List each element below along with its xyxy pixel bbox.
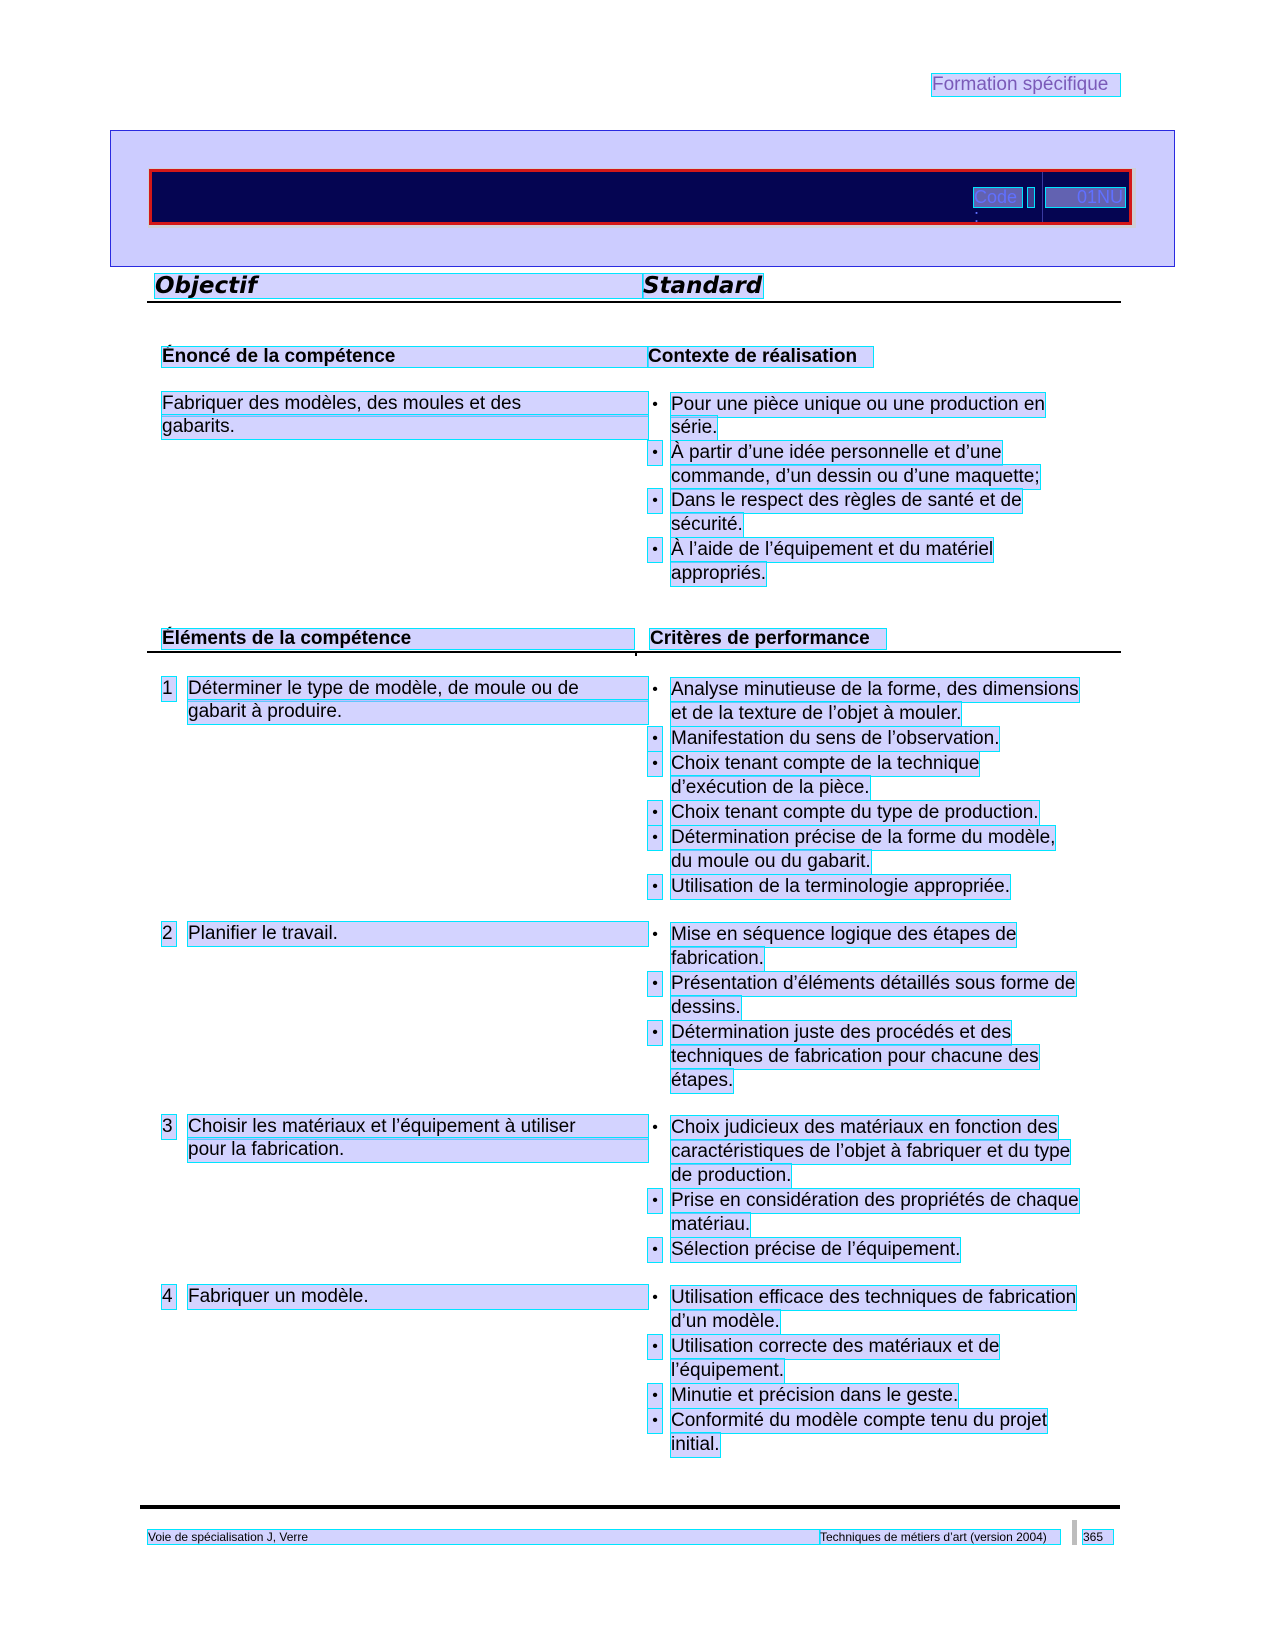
criterion: dessins. bbox=[671, 997, 741, 1018]
bullet-icon: • bbox=[648, 972, 662, 996]
footer-rule bbox=[140, 1505, 1120, 1509]
code-separator bbox=[1028, 188, 1034, 207]
context-item: commande, d’un dessin ou d’une maquette; bbox=[671, 466, 1040, 487]
bullet-icon: • bbox=[648, 441, 662, 465]
context-item: sécurité. bbox=[671, 514, 743, 535]
elements-label: Éléments de la compétence bbox=[162, 629, 634, 649]
element-text: gabarit à produire. bbox=[188, 700, 648, 724]
criterion: caractéristiques de l’objet à fabriquer et du type bbox=[671, 1141, 1071, 1162]
context-item: Dans le respect des règles de santé et de bbox=[671, 490, 1022, 511]
element-text: Fabriquer un modèle. bbox=[188, 1285, 648, 1309]
bullet-icon: • bbox=[648, 1021, 662, 1045]
bullet-icon: • bbox=[648, 752, 662, 776]
criterion: Détermination précise de la forme du modèle, bbox=[671, 827, 1056, 848]
code-value: 01NU bbox=[1046, 188, 1125, 207]
bullet-icon: • bbox=[648, 1189, 662, 1213]
bullet-icon: • bbox=[652, 1119, 658, 1136]
criterion: Analyse minutieuse de la forme, des dimensions bbox=[671, 679, 1079, 700]
criterion: l’équipement. bbox=[671, 1360, 785, 1381]
criterion: techniques de fabrication pour chacune des bbox=[671, 1046, 1039, 1067]
criterion: Prise en considération des propriétés de chaque bbox=[671, 1190, 1079, 1211]
criterion: Sélection précise de l’équipement. bbox=[671, 1239, 961, 1260]
bullet-icon: • bbox=[648, 727, 662, 751]
element-text: Déterminer le type de modèle, de moule ou de bbox=[188, 677, 648, 701]
criterion: Présentation d’éléments détaillés sous forme de bbox=[671, 973, 1076, 994]
criterion: Choix tenant compte de la technique bbox=[671, 753, 980, 774]
context-item: série. bbox=[671, 417, 718, 438]
context-item: À partir d’une idée personnelle et d’une bbox=[671, 442, 1002, 463]
code-divider bbox=[1042, 172, 1043, 222]
code-label: Code : bbox=[974, 188, 1022, 207]
criterion: fabrication. bbox=[671, 948, 764, 969]
criterion: Utilisation correcte des matériaux et de bbox=[671, 1336, 1000, 1357]
bullet-icon: • bbox=[648, 538, 662, 562]
elements-rule-tick bbox=[635, 651, 637, 656]
header-bar bbox=[149, 169, 1132, 225]
footer-separator bbox=[1072, 1520, 1077, 1545]
element-text: Choisir les matériaux et l’équipement à utiliser bbox=[188, 1115, 648, 1139]
bullet-icon: • bbox=[652, 926, 658, 943]
element-number: 2 bbox=[162, 922, 176, 946]
criterion: du moule ou du gabarit. bbox=[671, 851, 871, 872]
criterion: Conformité du modèle compte tenu du projet bbox=[671, 1410, 1047, 1431]
statement-line: Fabriquer des modèles, des moules et des bbox=[162, 392, 648, 416]
footer-right: Techniques de métiers d’art (version 2004) bbox=[820, 1530, 1060, 1544]
statement-label: Énoncé de la compétence bbox=[162, 347, 648, 367]
element-number: 1 bbox=[162, 677, 176, 701]
criterion: et de la texture de l’objet à mouler. bbox=[671, 703, 962, 724]
bullet-icon: • bbox=[648, 875, 662, 899]
page-number: 365 bbox=[1083, 1530, 1113, 1544]
objective-heading: Objectif bbox=[155, 274, 643, 298]
context-item: appropriés. bbox=[671, 563, 767, 584]
criterion: d’exécution de la pièce. bbox=[671, 777, 870, 798]
criterion: de production. bbox=[671, 1165, 792, 1186]
element-number: 3 bbox=[162, 1115, 176, 1139]
bullet-icon: • bbox=[648, 1335, 662, 1359]
element-text: pour la fabrication. bbox=[188, 1138, 648, 1162]
criterion: Minutie et précision dans le geste. bbox=[671, 1385, 959, 1406]
criterion: Choix judicieux des matériaux en fonction des bbox=[671, 1117, 1058, 1138]
section-title: Formation spécifique bbox=[932, 74, 1120, 96]
header-band bbox=[148, 168, 1136, 228]
bullet-icon: • bbox=[648, 1238, 662, 1262]
criterion: Choix tenant compte du type de production. bbox=[671, 802, 1039, 823]
bullet-icon: • bbox=[648, 1409, 662, 1433]
criterion: Mise en séquence logique des étapes de bbox=[671, 924, 1017, 945]
context-item: À l’aide de l’équipement et du matériel bbox=[671, 539, 994, 560]
context-item: Pour une pièce unique ou une production en bbox=[671, 394, 1045, 415]
bullet-icon: • bbox=[652, 681, 658, 698]
footer-left: Voie de spécialisation J, Verre bbox=[148, 1530, 820, 1544]
criterion: Manifestation du sens de l’observation. bbox=[671, 728, 1000, 749]
bullet-icon: • bbox=[648, 826, 662, 850]
element-number: 4 bbox=[162, 1285, 176, 1309]
criterion: Détermination juste des procédés et des bbox=[671, 1022, 1012, 1043]
criterion: d’un modèle. bbox=[671, 1311, 780, 1332]
criterion: Utilisation efficace des techniques de fabrication bbox=[671, 1287, 1077, 1308]
heading-rule bbox=[147, 301, 1121, 303]
criterion: matériau. bbox=[671, 1214, 751, 1235]
elements-rule bbox=[147, 651, 1121, 653]
bullet-icon: • bbox=[652, 396, 658, 413]
bullet-icon: • bbox=[648, 1384, 662, 1408]
criteria-label: Critères de performance bbox=[650, 629, 886, 649]
standard-heading: Standard bbox=[643, 273, 763, 299]
criterion: étapes. bbox=[671, 1070, 734, 1091]
bullet-icon: • bbox=[648, 801, 662, 825]
bullet-icon: • bbox=[652, 1289, 658, 1306]
criterion: initial. bbox=[671, 1434, 720, 1455]
bullet-icon: • bbox=[648, 489, 662, 513]
criterion: Utilisation de la terminologie appropriée. bbox=[671, 876, 1011, 897]
element-text: Planifier le travail. bbox=[188, 922, 648, 946]
statement-line: gabarits. bbox=[162, 415, 648, 439]
context-label: Contexte de réalisation bbox=[648, 347, 873, 367]
